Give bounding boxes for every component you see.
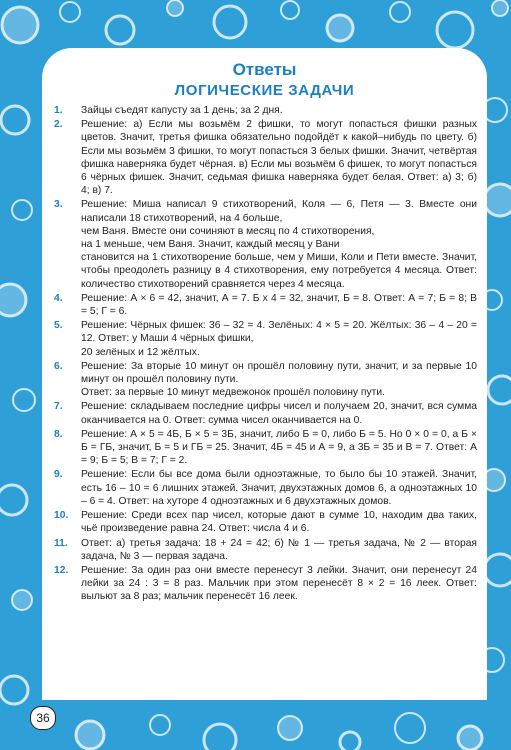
decorative-circle	[0, 676, 28, 704]
answer-text: Ответ: а) третья задача: 18 + 24 = 42; б) № 1 — третья задача, № 2 — вторая задача, № 3 — первая задача.	[81, 537, 477, 562]
answer-item	[54, 509, 477, 535]
answer-number: 1.	[54, 105, 63, 116]
answer-text: Решение: а) Если мы возьмём 2 фишки, то могут попасться фишки разных цветов. Значит, третья фишка обязательно подойдёт к какой–нибудь по цвету. б) Если мы возьмём 3 фишки, то могут попасться 3 белых фишки. Значит, четвёртая фишка наверняка будет чёрная. в) Если мы возьмём 6 фишек, то могут попасться 6 чёрных фишек. Значит, седьмая фишка наверняка будет белая. Ответ: а) 3; б) 4; в) 7.	[81, 119, 477, 197]
answer-number: 6.	[54, 360, 63, 372]
decorative-circle	[76, 721, 104, 749]
answer-text: Решение: Среди всех пар чисел, которые дают в сумме 10, находим два таких, чьё произведение равна 24. Ответ: числа 4 и 6.	[81, 510, 477, 535]
decorative-circle	[340, 732, 360, 750]
answer-number: 12.	[54, 564, 69, 576]
decorative-circle	[2, 7, 38, 43]
decorative-circle	[278, 716, 302, 740]
decorative-circle	[204, 724, 236, 750]
answer-text: Зайцы съедят капусту за 1 день; за 2 дня.	[81, 105, 283, 116]
decorative-circle	[167, 0, 183, 16]
decorative-circle	[395, 713, 425, 743]
answer-item	[54, 400, 477, 426]
answer-text: Решение: За один раз они вместе перенесут 3 лейки. Значит, они перенесут 24 лейки за 24 : 3 = 8 раз. Мальчик при этом перенесёт 8 × 2 = 16 леек. Ответ: выльют за 8 раз; мальчик перенесёт 16 леек.	[81, 564, 477, 603]
decorative-circle	[13, 389, 35, 411]
answer-number: 8.	[54, 428, 63, 440]
decorative-circle	[0, 485, 27, 515]
answer-item	[54, 319, 477, 359]
page-title: Ответы	[232, 60, 297, 79]
decorative-circle	[458, 726, 482, 750]
decorative-circle	[12, 200, 32, 220]
answer-item	[54, 118, 477, 197]
decorative-circle	[484, 184, 511, 216]
answer-text: Решение: Если бы все дома были одноэтажные, то было бы 10 этажей. Значит, есть 16 – 10 = 6 лишних этажей. Значит, двухэтажных домов 6, а одноэтажных 10 – 6 = 4. Ответ: на хуторе 4 одноэтажных и 6 двухэтажных домов.	[81, 469, 477, 507]
answer-number: 9.	[54, 469, 63, 481]
decorative-circle	[327, 15, 353, 41]
decorative-circle	[60, 2, 80, 22]
decorative-circle	[484, 554, 511, 586]
answer-item	[54, 104, 477, 117]
decorative-circle	[12, 590, 32, 610]
answer-text: Решение: Чёрных фишек: 36 – 32 = 4. Зелёных: 4 × 5 = 20. Жёлтых: 36 – 4 – 20 = 12. Ответ: у Маши 4 чёрных фишки, 20 зелёных и 12 жёлтых.	[81, 320, 477, 358]
answer-item	[54, 360, 477, 400]
answer-number: 7.	[54, 401, 63, 413]
answer-text: Решение: Миша написал 9 стихотворений, Коля — 6, Петя — 3. Вместе они написали 18 стихотворений, на 4 больше, чем Ваня. Вместе они сочиняют в месяц по 4 стихотворения, на 1 меньше, чем Ваня. Значит, каждый месяц у Вани становится на 1 стихотворение больше, чем у Миши, Коли и Пети вместе. Значит, чтобы преодолеть разницу в 4 стихотворения, ему потребуется 4 месяца. Ответ: количество стихотворений сравняется через 4 месяца.	[81, 199, 477, 290]
decorative-circle	[106, 16, 134, 44]
answer-number: 4.	[54, 292, 63, 304]
answer-number: 2.	[54, 119, 63, 131]
answer-item	[54, 564, 477, 604]
answers-panel	[42, 48, 487, 700]
answer-text: Решение: складываем последние цифры чисел и получаем 20, значит, вся сумма оканчивается на 0. Ответ: сумма чисел оканчивается на 0.	[81, 401, 477, 426]
answer-number: 5.	[54, 320, 63, 332]
decorative-circle	[488, 376, 511, 404]
answer-number: 3.	[54, 199, 63, 211]
decorative-circle	[492, 0, 508, 16]
answer-item	[54, 428, 477, 468]
decorative-circle	[214, 6, 246, 38]
answer-item	[54, 537, 477, 563]
answers-list	[42, 104, 487, 604]
answer-item	[54, 292, 477, 318]
decorative-circle	[0, 284, 26, 316]
answer-number: 10.	[54, 510, 69, 522]
decorative-circle	[281, 1, 299, 19]
section-subtitle: ЛОГИЧЕСКИЕ ЗАДАЧИ	[174, 82, 355, 99]
answer-item	[54, 198, 477, 290]
decorative-circle	[1, 106, 29, 134]
answer-number: 11.	[54, 537, 68, 549]
page-number: 36	[30, 706, 56, 730]
decorative-circle	[390, 2, 410, 22]
answer-text: Решение: А × 5 = 4Б, Б × 5 = 3Б, значит, либо Б = 0, либо Б = 5. Но 0 × 0 = 0, а Б × Б = ГБ, значит, Б = 5 и ГБ = 25. Значит, 4Б = 45 и А = 9, а 3Б = 35 и В = 7. Ответ: А = 9; Б = 5; В = 7; Г = 2.	[81, 428, 477, 467]
decorative-circle	[150, 715, 170, 735]
answer-item	[54, 468, 477, 508]
answer-text: Решение: За вторые 10 минут он прошёл половину пути, значит, и за первые 10 минут он прошёл половину пути. Ответ: за первые 10 минут медвежонок прошёл половину пути.	[81, 360, 477, 399]
answer-text: Решение: А × 6 = 42, значит, А = 7. Б x 4 = 32, значит, Б = 8. Ответ: А = 7; Б = 8; В = 5; Г = 6.	[81, 292, 477, 318]
decorative-circle	[437, 12, 473, 48]
